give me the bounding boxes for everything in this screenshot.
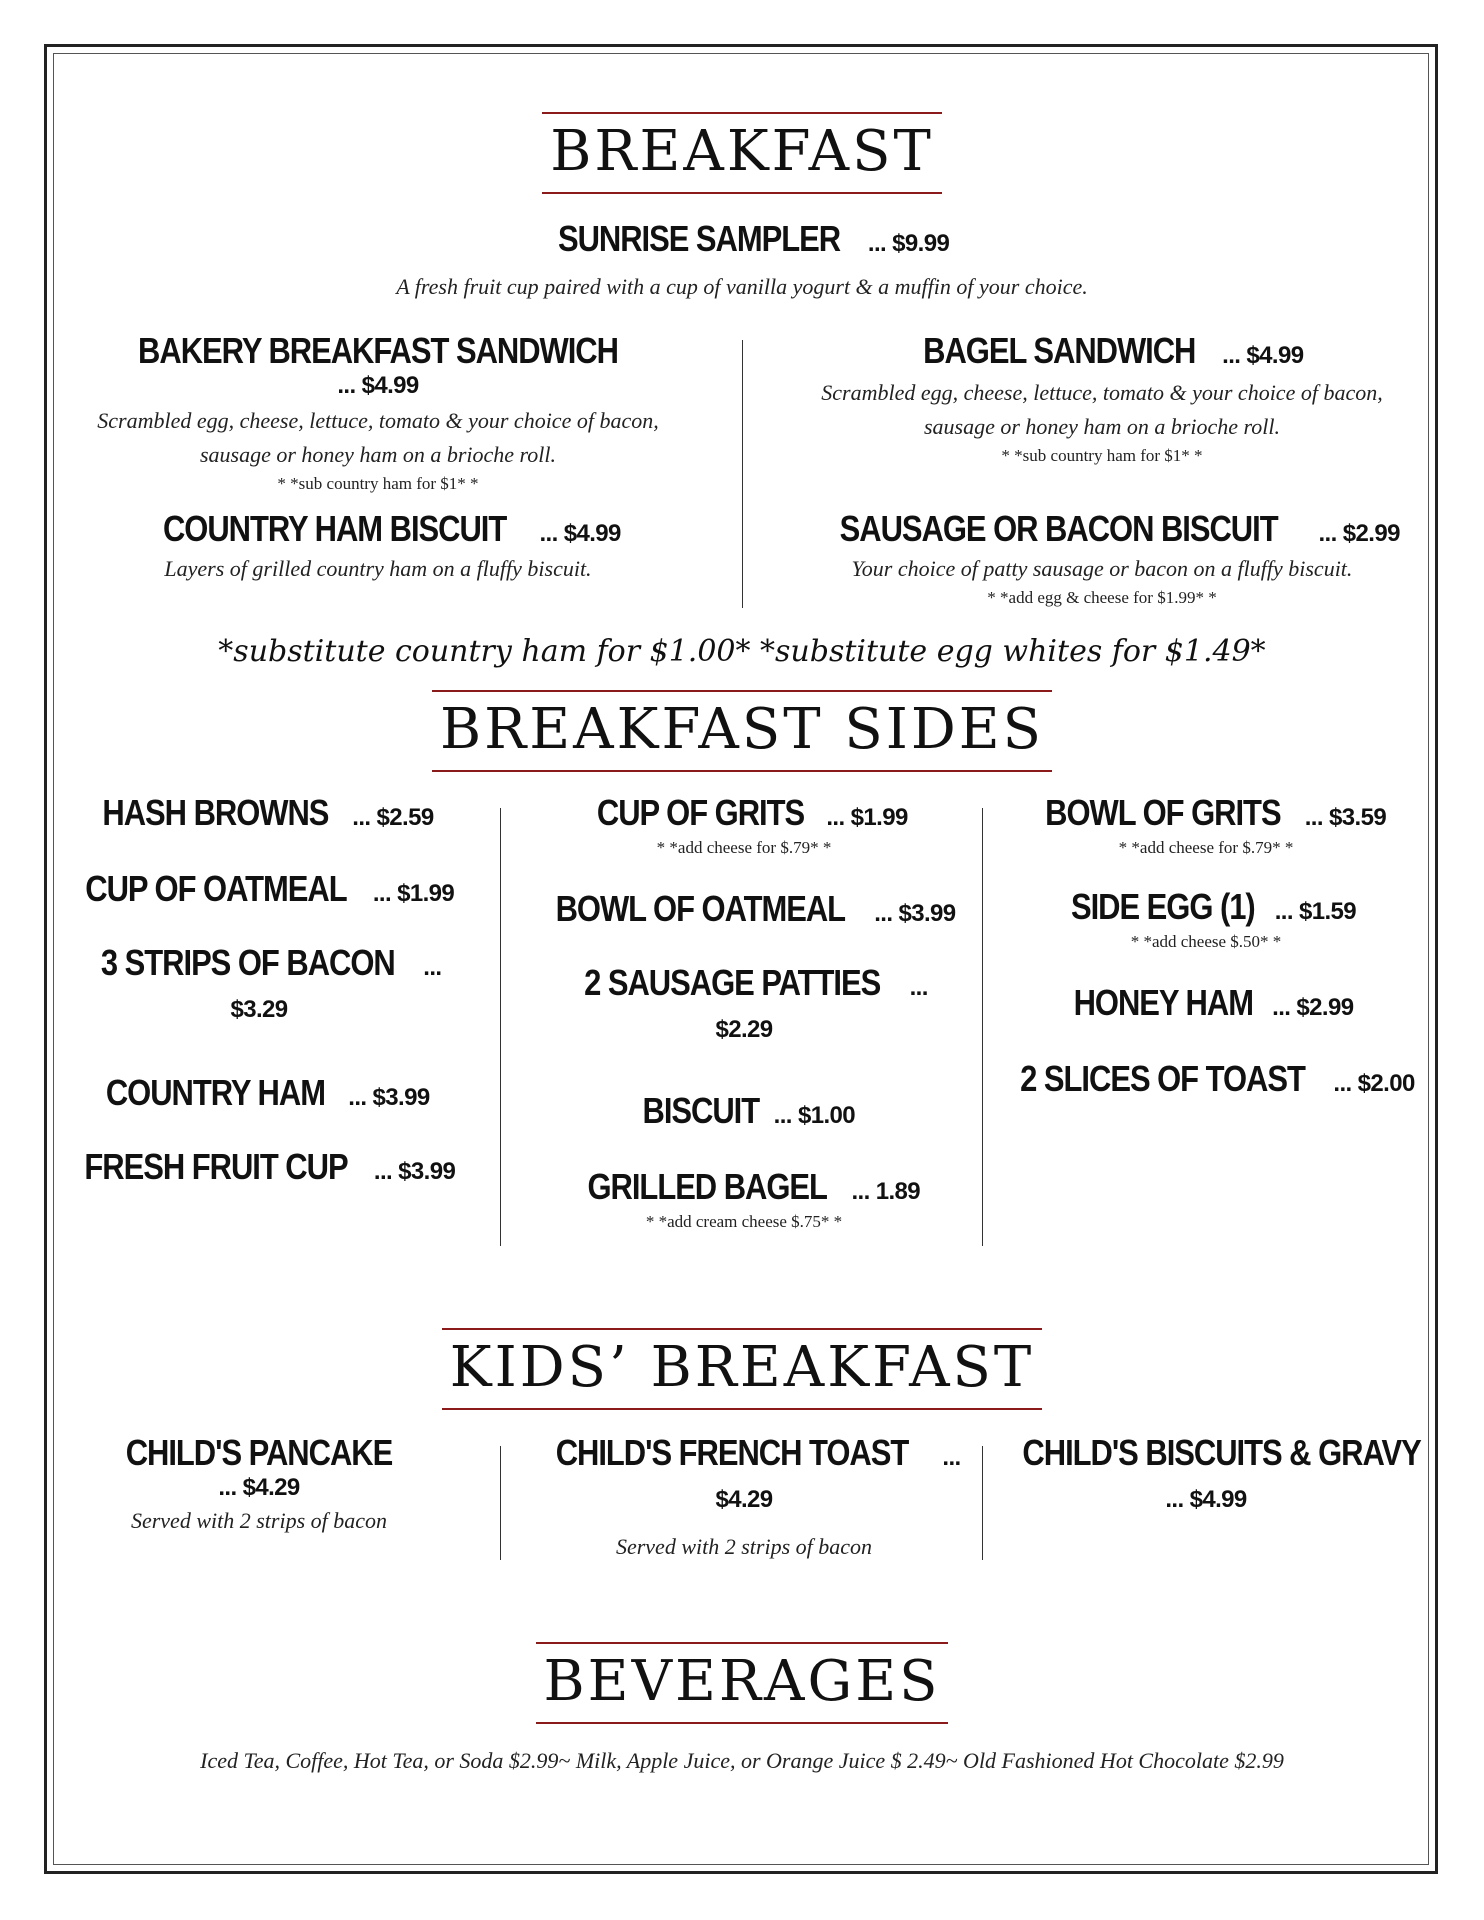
substitution-note: *substitute country ham for $1.00* *substitute egg whites for $1.49* xyxy=(218,634,1266,669)
column-divider xyxy=(500,808,501,1246)
sunrise-sampler xyxy=(0,218,1484,260)
item-note: * *add cheese $.50* * xyxy=(1130,932,1282,951)
item-price: ... $1.99 xyxy=(372,880,455,907)
item-price: ... $4.99 xyxy=(1222,342,1304,369)
childs-pancake xyxy=(62,1432,456,1538)
list-item xyxy=(990,792,1422,834)
item-price: ... $1.00 xyxy=(773,1102,856,1129)
item-price: ... $1.99 xyxy=(826,804,908,831)
beverages-heading-text: BEVERAGES xyxy=(536,1642,949,1724)
sides-middle-column xyxy=(506,792,982,1232)
item-price: ... $2.99 xyxy=(1272,994,1354,1021)
item-price: ... $2.59 xyxy=(352,804,434,831)
item-name: SIDE EGG (1) xyxy=(1070,886,1255,927)
list-item xyxy=(62,942,456,996)
item-desc: Scrambled egg, cheese, lettuce, tomato & your choice of bacon, xyxy=(821,380,1383,405)
sunrise-sampler-desc: A fresh fruit cup paired with a cup of vanilla yogurt & a muffin of your choice. xyxy=(396,274,1088,299)
item-price: ... $2.00 xyxy=(1333,1070,1415,1097)
item-name: SUNRISE SAMPLER xyxy=(557,218,840,259)
sides-right-column xyxy=(990,792,1422,1100)
item-price: ... $2.99 xyxy=(1318,520,1400,547)
breakfast-heading xyxy=(0,112,1484,194)
item-price-line xyxy=(506,1016,982,1090)
bakery-sandwich xyxy=(62,330,694,494)
item-name: HASH BROWNS xyxy=(102,792,329,833)
item-price: ... $3.99 xyxy=(874,900,956,927)
item-name: BAKERY BREAKFAST SANDWICH xyxy=(138,330,618,371)
item-note: * *sub country ham for $1* * xyxy=(277,474,479,493)
item-price-line xyxy=(990,1486,1422,1514)
item-price: $4.29 xyxy=(715,1486,773,1513)
item-note: * *add cream cheese $.75* * xyxy=(645,1212,843,1231)
list-item xyxy=(62,1146,456,1220)
column-divider xyxy=(742,340,743,608)
list-item xyxy=(506,962,982,1016)
item-name: 2 SAUSAGE PATTIES xyxy=(584,962,881,1003)
item-price: ... $4.29 xyxy=(218,1474,300,1501)
item-price: ... $3.99 xyxy=(348,1084,430,1111)
item-name: CUP OF GRITS xyxy=(597,792,805,833)
item-name: SAUSAGE OR BACON BISCUIT xyxy=(839,508,1278,549)
item-price: $3.29 xyxy=(230,996,288,1023)
item-note: * *sub country ham for $1* * xyxy=(1001,446,1203,465)
beverages-list: Iced Tea, Coffee, Hot Tea, or Soda $2.99~ Milk, Apple Juice, or Orange Juice $ 2.49~ Old Fashioned Hot Chocolate $2.99 xyxy=(200,1748,1284,1773)
kids-heading xyxy=(0,1328,1484,1410)
list-item xyxy=(990,982,1422,1058)
column-divider xyxy=(982,1446,983,1560)
item-note: * *add cheese for $.79* * xyxy=(656,838,832,857)
item-name: COUNTRY HAM xyxy=(106,1072,326,1113)
column-divider xyxy=(500,1446,501,1560)
item-name: CHILD'S BISCUITS & GRAVY xyxy=(1022,1432,1421,1473)
sides-heading-text: BREAKFAST SIDES xyxy=(432,690,1052,772)
item-price: $2.29 xyxy=(715,1016,773,1043)
bagel-sandwich xyxy=(786,330,1418,466)
item-note: * *add egg & cheese for $1.99* * xyxy=(987,588,1217,607)
item-name: BOWL OF OATMEAL xyxy=(556,888,846,929)
childs-biscuits-gravy xyxy=(990,1432,1422,1514)
item-price: ... $3.59 xyxy=(1304,804,1387,831)
sides-left-column xyxy=(62,792,456,1220)
country-ham-biscuit xyxy=(62,508,694,586)
list-item xyxy=(506,792,982,834)
item-price: ... $4.99 xyxy=(337,372,419,399)
item-price: ... xyxy=(423,954,442,981)
item-price: ... xyxy=(909,974,928,1001)
item-price: ... xyxy=(942,1444,961,1471)
list-item xyxy=(62,868,456,942)
item-desc: Your choice of patty sausage or bacon on a fluffy biscuit. xyxy=(851,556,1353,581)
item-name: BOWL OF GRITS xyxy=(1045,792,1281,833)
item-name: FRESH FRUIT CUP xyxy=(84,1146,348,1187)
beverages-heading xyxy=(0,1642,1484,1724)
item-name: COUNTRY HAM BISCUIT xyxy=(163,508,507,549)
item-desc: Served with 2 strips of bacon xyxy=(615,1534,873,1559)
item-desc: Scrambled egg, cheese, lettuce, tomato & your choice of bacon, xyxy=(97,408,659,433)
childs-french-toast xyxy=(506,1432,982,1564)
item-price: ... $9.99 xyxy=(867,230,950,257)
sides-heading xyxy=(0,690,1484,772)
item-name: HONEY HAM xyxy=(1073,982,1253,1023)
list-item xyxy=(62,1072,456,1146)
item-price: ... $1.59 xyxy=(1274,898,1357,925)
item-desc: Layers of grilled country ham on a fluffy biscuit. xyxy=(164,556,592,581)
item-name: BAGEL SANDWICH xyxy=(922,330,1195,371)
item-price-line xyxy=(506,1486,982,1530)
item-name: GRILLED BAGEL xyxy=(587,1166,827,1207)
item-price: ... 1.89 xyxy=(851,1178,921,1205)
item-name: BISCUIT xyxy=(642,1090,760,1131)
column-divider xyxy=(982,808,983,1246)
item-name: CUP OF OATMEAL xyxy=(85,868,347,909)
item-name: CHILD'S PANCAKE xyxy=(125,1432,393,1473)
item-name: CHILD'S FRENCH TOAST xyxy=(556,1432,909,1473)
item-price: ... $3.99 xyxy=(373,1158,456,1185)
list-item xyxy=(990,886,1422,928)
item-name: 2 SLICES OF TOAST xyxy=(1020,1058,1306,1099)
item-price-line xyxy=(62,996,456,1072)
item-price: ... $4.99 xyxy=(539,520,621,547)
breakfast-heading-text: BREAKFAST xyxy=(542,112,942,194)
list-item xyxy=(506,1166,982,1208)
kids-heading-text: KIDS’ BREAKFAST xyxy=(442,1328,1042,1410)
item-note: * *add cheese for $.79* * xyxy=(1118,838,1294,857)
list-item xyxy=(506,888,982,962)
item-desc: sausage or honey ham on a brioche roll. xyxy=(199,442,557,467)
list-item xyxy=(990,1058,1422,1100)
item-desc: sausage or honey ham on a brioche roll. xyxy=(923,414,1281,439)
list-item xyxy=(506,1090,982,1166)
sausage-bacon-biscuit xyxy=(786,508,1418,608)
list-item xyxy=(62,792,456,868)
item-name: 3 STRIPS OF BACON xyxy=(100,942,395,983)
item-price: ... $4.99 xyxy=(1165,1486,1247,1513)
item-desc: Served with 2 strips of bacon xyxy=(130,1508,388,1533)
